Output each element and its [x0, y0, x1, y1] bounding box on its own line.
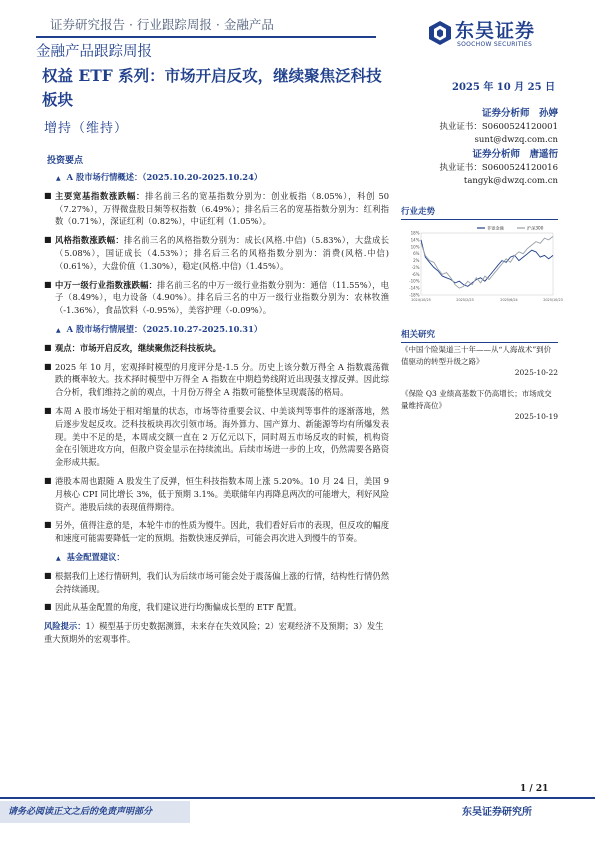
item-lead: 中万一级行业指数涨跌幅： [55, 279, 158, 290]
legend-label: 沪深300 [527, 225, 544, 231]
report-title: 权益 ETF 系列：市场开启反攻，继续聚焦泛科技板块 [42, 66, 382, 109]
legend-label: 非银金融 [487, 225, 504, 231]
y-tick-label: 6% [413, 251, 420, 257]
item-text: 排名前三名的中万一级行业指数分别为：通信（11.55%），电子（8.49%），电力设备（4.90%）。排名后三名的中万一级行业指数分别为：农林牧渔（-1.36%），食品饮料（-0.95%），美容护理（-0.09%）。 [55, 279, 389, 316]
market-overview-heading: ▲ A 股市场行情概述：（2025.10.20-2025.10.24） [44, 171, 389, 186]
logo-mark-icon [428, 20, 452, 46]
risk-label: 风险提示： [44, 621, 86, 632]
rating-badge: 增持（维持） [44, 121, 129, 136]
item-text: 排名前三名的宽基指数分别为：创业板指（8.05%），科创 50（7.27%），万得微盘股日频等权指数（6.49%）；排名后三名的宽基指数分别为：红利指数（0.71%），深证红利（0.82%），中证红利（1.05%）。 [55, 190, 389, 227]
plot-frame [421, 233, 553, 295]
report-date: 2025 年 10 月 25 日 [452, 82, 556, 93]
y-tick-label: 14% [410, 237, 420, 243]
y-tick-label: 2% [413, 258, 420, 264]
industry-trend-chart [401, 223, 563, 305]
footer-brand: 东吴证券研究所 [462, 807, 532, 818]
series-line [421, 240, 553, 287]
analyst-name: 证券分析师 孙婷 [481, 108, 558, 119]
analyst-block-1 [388, 107, 558, 148]
outlook-paragraph: ■ 本周 A 股市场处于相对缩量的状态，市场等待重要会议、中美谈判等事件的逐渐落地，然后逐步发起反攻。泛科技板块再次引领市场。海外算力、国产算力、新能源等均有所爆发表现。美中不足的是，本周成交额一直在 2 万亿元以下，同时周五市场反攻的时候，机构资金在引领进攻方向，但散户资金显示在持续流出。后续市场进一步的上攻，仍然需要各路资金形成共振。 [44, 405, 389, 469]
analyst-name: 证券分析师 唐遥衎 [472, 149, 558, 160]
related-date: 2025-10-22 [514, 368, 558, 377]
investment-body [44, 168, 389, 652]
view-text: 观点：市场开启反攻，继续聚焦泛科技板块。 [55, 342, 221, 353]
outlook-paragraph: ■ 2025 年 10 月，宏观择时模型的月度评分是-1.5 分。历史上该分数万得全 A 指数震荡微跌的概率较大。技术择时模型中万得全 A 指数在中期趋势线附近出现强支撑反弹。因此综合分析，我们维持之前的观点，十月份万得全 A 指数可能整体呈现震荡的格局。 [44, 361, 389, 399]
related-heading: 相关研究 [401, 328, 558, 343]
item-text: 排名前三名的风格指数分别为：成长(风格.中信)（5.83%），大盘成长（5.08%），国证成长（4.53%）；排名后三名的风格指数分别为：消费(风格.中信)（0.61%），大盘价值（1.30%），稳定(风格.中信)（1.45%）。 [55, 235, 389, 271]
style-index-item [44, 234, 389, 272]
industry-index-item [44, 279, 389, 317]
disclaimer-notice: 请务必阅读正文之后的免责声明部分 [0, 801, 190, 823]
analyst-cert: 执业证书：S0600524120016 [439, 162, 558, 173]
related-title[interactable]: 《中国个险渠道三十年——从“人海战术”到价值驱动的转型升级之路》 [401, 345, 552, 366]
risk-warning [44, 620, 389, 646]
logo-text-en: SOOCHOW SECURITIES [457, 41, 533, 48]
series-line [421, 236, 553, 288]
y-tick-label: 10% [410, 244, 420, 250]
analyst-email[interactable]: tangyk@dwzq.com.cn [463, 176, 558, 186]
item-lead: 风格指数涨跌幅： [55, 235, 124, 246]
trend-heading: 行业走势 [401, 205, 558, 220]
y-tick-label: -14% [409, 285, 420, 291]
x-tick-label: 2025/10/23 [543, 298, 563, 302]
footer-divider [0, 797, 595, 799]
x-tick-label: 2025/2/23 [456, 298, 474, 302]
x-tick-label: 2025/6/24 [500, 298, 518, 302]
related-item[interactable] [401, 388, 558, 423]
outlook-paragraph: ■ 港股本周也跟随 A 股发生了反弹，恒生科技指数本周上涨 5.20%。10 月 24 日，美国 9 月核心 CPI 同比增长 3%，低于预期 3.1%。美联储年内再降息两次的可能增大，利好风险资产。港股后续的表现值得期待。 [44, 475, 389, 513]
related-item[interactable] [401, 344, 558, 379]
y-tick-label: 18% [410, 230, 420, 236]
page-number: 1 / 21 [520, 784, 549, 794]
y-tick-label: -6% [411, 271, 420, 277]
soochow-logo [428, 18, 558, 54]
investment-heading: 投资要点 [47, 156, 84, 166]
broad-index-item [44, 190, 389, 228]
analyst-cert: 执业证书：S0600524120001 [439, 121, 558, 132]
market-outlook-heading: ▲ A 股市场行情展望：（2025.10.27-2025.10.31） [44, 323, 389, 338]
allocation-paragraph: ■ 因此从基金配置的角度，我们建议进行均衡偏成长型的 ETF 配置。 [44, 601, 389, 614]
logo-text-cn: 东吴证券 [455, 20, 536, 42]
related-date: 2025-10-19 [514, 412, 558, 421]
allocation-paragraph: ■ 根据我们上述行情研判，我们认为后续市场可能会处于震荡偏上涨的行情，结构性行情仍然会持续涌现。 [44, 570, 389, 596]
view-item [44, 342, 389, 355]
analyst-email[interactable]: sunt@dwzq.com.cn [474, 135, 558, 145]
outlook-paragraph: ■ 另外，值得注意的是，本轮牛市的性质为慢牛。因此，我们看好后市的表现，但反攻的幅度和速度可能需要降低一定的预期。指数快速反弹后，可能会再次进入到慢牛的节奏。 [44, 519, 389, 545]
y-tick-label: -18% [409, 292, 420, 298]
y-tick-label: -2% [411, 264, 420, 270]
analyst-block-2 [388, 148, 558, 189]
fund-allocation-heading: ▲ 基金配置建议： [44, 551, 389, 566]
y-tick-label: -10% [409, 278, 420, 284]
related-title[interactable]: 《保险 Q3 业绩高基数下仍高增长；市场成交量维持高位》 [401, 389, 552, 410]
section-title: 金融产品跟踪周报 [36, 44, 152, 60]
x-tick-label: 2024/10/25 [411, 298, 431, 302]
item-lead: 主要宽基指数涨跌幅： [55, 190, 146, 201]
report-type-tag: 证券研究报告 · 行业跟踪周报 · 金融产品 [36, 12, 376, 38]
risk-text: 1）模型基于历史数据测算，未来存在失效风险；2）宏观经济不及预期；3）发生重大预期外的宏观事件。 [44, 621, 384, 644]
